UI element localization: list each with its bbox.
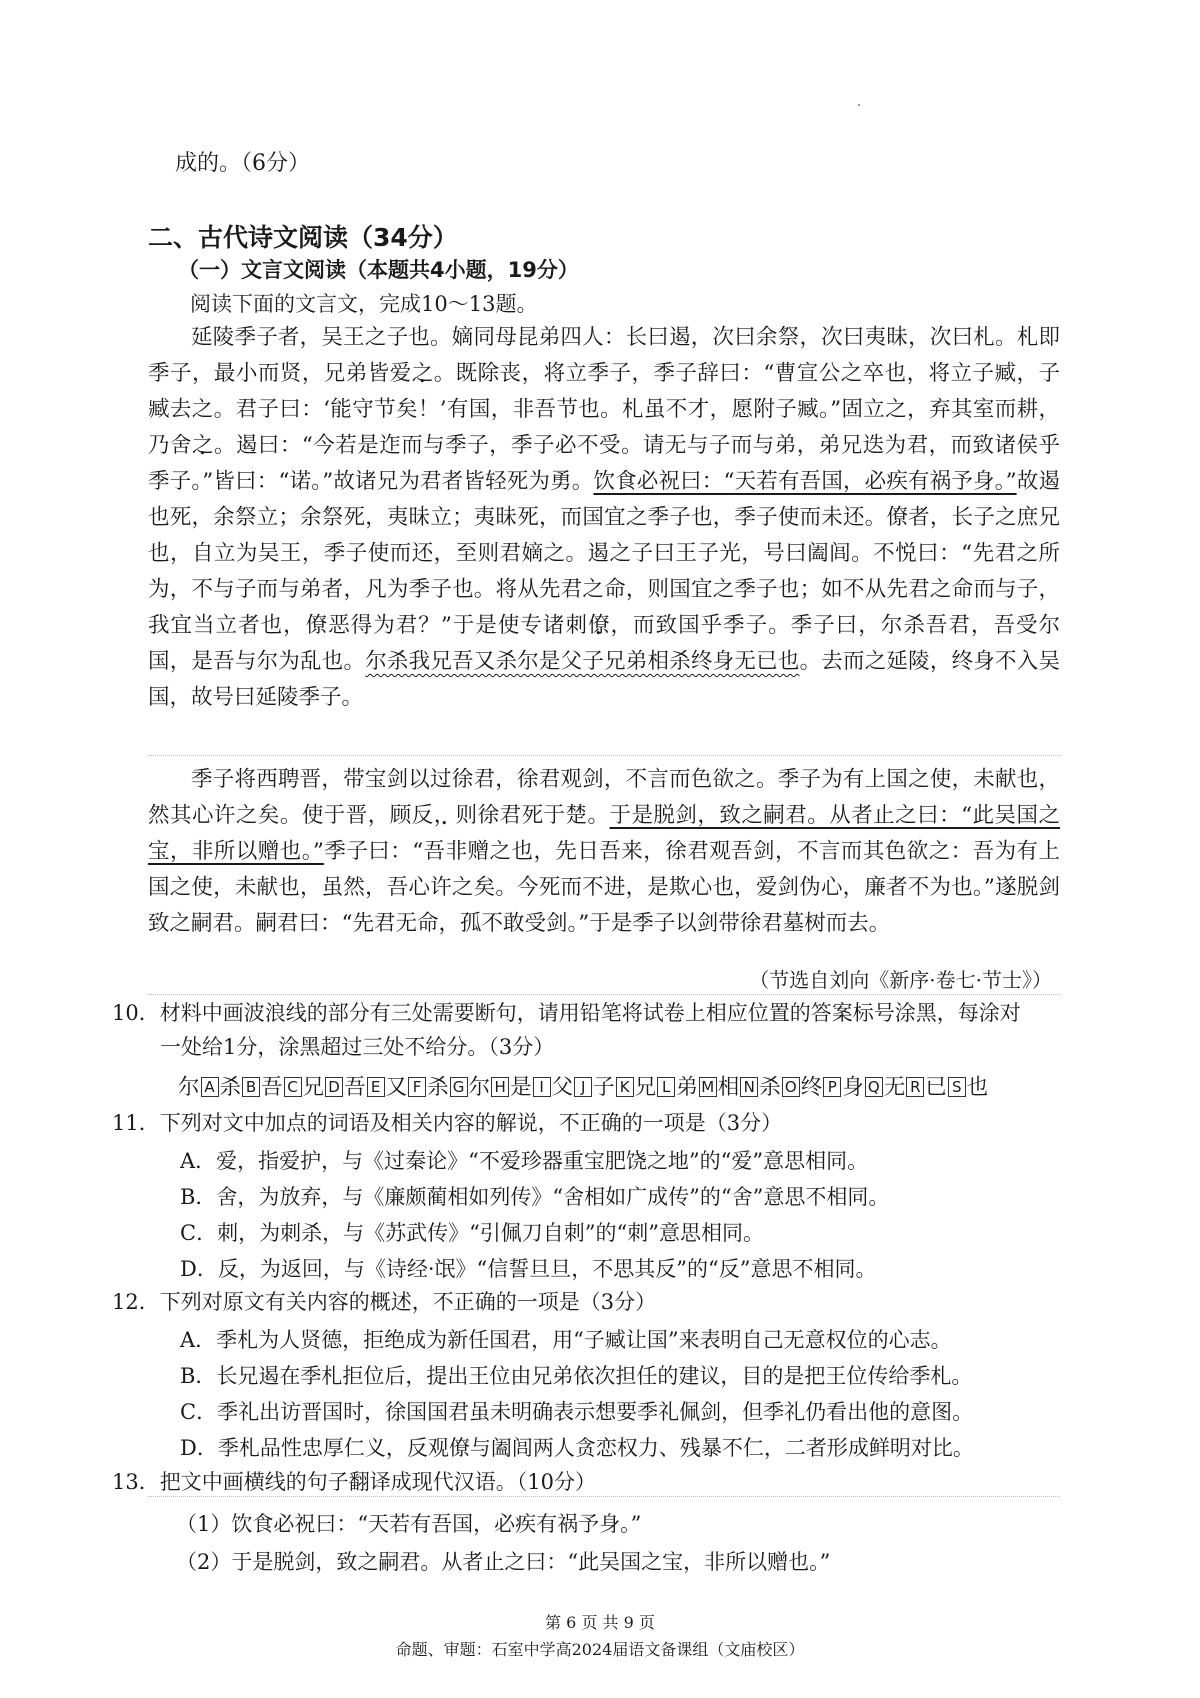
section-title: 二、古代诗文阅读（34分） <box>148 223 458 252</box>
answer-box-s[interactable]: S <box>948 1077 966 1097</box>
passage-text: 。去而之延陵，终身不入吴国，故号曰延陵季子。 <box>148 649 1060 710</box>
break-line-char: 相 <box>717 1075 740 1100</box>
passage-text: 僚，而致国乎季子。季子曰，尔杀吾君，吾受尔国，是吾与尔为乱也。 <box>148 613 1060 674</box>
break-line-char: 杀 <box>759 1075 781 1100</box>
break-line-char: 又 <box>385 1075 408 1100</box>
answer-box-r[interactable]: R <box>906 1077 924 1097</box>
dotted-divider <box>148 1496 1060 1497</box>
answer-box-n[interactable]: N <box>740 1077 758 1097</box>
passage-text: 延陵季子者，吴王之子也。嫡同母昆弟四人：长曰遏，次曰余祭，次曰夷昧，次曰札。札即季子，最小而贤，兄弟皆 <box>148 325 1060 386</box>
break-line-char: 弟 <box>676 1075 698 1100</box>
passage-text: 季子曰：“吾非赠之也，先日吾来，徐君观吾剑，不言而其色欲之：吾为有上国之使，未献也，虽然，吾心许之矣。今死而不进，是欺心也，爱剑伪心，廉者不为也。”遂脱剑致之嗣君。嗣君曰：“先君无命，孤不敢受剑。”于是季子以剑带徐君墓树而去。 <box>148 839 1061 936</box>
underlined-sentence-2: 于是脱剑，致之嗣君。从者止之曰：“此吴国之宝，非所以赠也。” <box>148 803 1060 864</box>
answer-box-b[interactable]: B <box>242 1077 260 1097</box>
dotted-word-fan: 反 <box>411 803 434 828</box>
break-line-char: 兄 <box>634 1075 657 1100</box>
break-line-char: 父 <box>551 1075 574 1100</box>
dotted-word-she: 舍 <box>169 433 192 458</box>
question-12-option-b: B．长兄遏在季札拒位后，提出王位由兄弟依次担任的建议，目的是把王位传给季札。 <box>180 1364 973 1388</box>
break-line-char: 尔 <box>178 1075 200 1100</box>
break-line-char: 也 <box>966 1075 989 1100</box>
break-line-char: 子 <box>593 1075 615 1100</box>
question-13-item-2: （2）于是脱剑，致之嗣君。从者止之曰：“此吴国之宝，非所以赠也。” <box>176 1550 831 1574</box>
break-line-char: 杀 <box>219 1075 242 1100</box>
dotted-word-ai: 爱 <box>389 361 412 386</box>
question-10 <box>112 996 1062 1064</box>
answer-box-a[interactable]: A <box>201 1077 219 1097</box>
answer-box-f[interactable]: F <box>408 1077 426 1097</box>
answer-box-p[interactable]: P <box>823 1077 841 1097</box>
break-line-char: 兄 <box>302 1075 325 1100</box>
question-10-stem: 10．材料中画波浪线的部分有三处需要断句，请用铅笔将试卷上相应位置的答案标号涂黑，每涂对 <box>112 1001 1021 1025</box>
answer-box-j[interactable]: J <box>574 1077 592 1097</box>
question-13-item-1: （1）饮食必祝曰：“天若有吾国，必疾有祸予身。” <box>176 1512 642 1536</box>
question-11-option-a: A．爱，指爱护，与《过秦论》“不爱珍器重宝肥饶之地”的“爱”意思相同。 <box>180 1149 869 1173</box>
question-11-stem: 11．下列对文中加点的词语及相关内容的解说，不正确的一项是（3分） <box>112 1111 783 1135</box>
break-line-char: 终 <box>800 1075 823 1100</box>
break-line-char: 无 <box>883 1075 906 1100</box>
break-line-char: 是 <box>510 1075 532 1100</box>
previous-question-tail: 成的。（6分） <box>175 151 310 176</box>
dotted-divider <box>148 755 1060 756</box>
source-citation: （节选自刘向《新序·卷七·节士》） <box>749 968 1052 992</box>
dotted-divider <box>148 994 1060 995</box>
question-10-stem-cont: 一处给1分，涂黑超过三处不给分。（3分） <box>160 1035 555 1059</box>
question-13-stem: 13．把文中画横线的句子翻译成现代汉语。（10分） <box>112 1470 596 1494</box>
answer-box-g[interactable]: G <box>450 1077 468 1097</box>
break-line-char: 吾 <box>344 1075 366 1100</box>
answer-box-e[interactable]: E <box>367 1077 385 1097</box>
passage-paragraph-2 <box>148 762 1060 942</box>
break-line-char: 已 <box>925 1075 947 1100</box>
question-12-option-c: C．季礼出访晋国时，徐国国君虽未明确表示想要季礼佩剑，但季礼仍看出他的意图。 <box>180 1400 974 1424</box>
wavy-underlined-sentence: 尔杀我兄吾又杀尔是父子兄弟相杀终身无已也 <box>365 649 800 674</box>
answer-box-i[interactable]: I <box>533 1077 551 1097</box>
passage-text: 故遏也死，余祭立；余祭死，夷昧立；夷昧死，而国宜之季子也，季子使而未还。僚者，长子之庶兄也，自立为吴王，季子使而还，至则君嫡之。遏之子曰王子光，号曰阖闾。不悦曰：“先君之所为，不与子而与弟者，凡为季子也。将从先君之命，则国宜之季子也；如不从先君之命而与子，我宜当立者也，僚恶得为君？”于是使专诸 <box>148 469 1060 638</box>
passage-text: 之。既除丧，将立季子，季子辞曰：“曹宣公之卒也，将立子臧，子臧去之。君子曰：‘能守节矣！’有国，非吾节也。札虽不才，愿附子臧。”固立之，弃其室而耕，乃 <box>148 361 1060 458</box>
answer-box-o[interactable]: O <box>782 1077 800 1097</box>
sentence-break-line <box>178 1070 988 1101</box>
question-11-option-c: C．刺，为刺杀，与《苏武传》“引佩刀自刺”的“刺”意思相同。 <box>180 1221 765 1245</box>
page-number: 第 6 页 共 9 页 <box>545 1613 655 1632</box>
answer-box-q[interactable]: Q <box>865 1077 883 1097</box>
passage-paragraph-1 <box>148 320 1060 716</box>
answer-box-d[interactable]: D <box>325 1077 343 1097</box>
question-12-stem: 12．下列对原文有关内容的概述，不正确的一项是（3分） <box>112 1290 657 1314</box>
question-12-option-a: A．季札为人贤德，拒绝成为新任国君，用“子臧让国”来表明自己无意权位的心志。 <box>180 1328 952 1352</box>
question-11-option-d: D．反，为返回，与《诗经·氓》“信誓旦旦，不思其反”的“反”意思不相同。 <box>180 1257 877 1281</box>
question-12-option-d: D．季札品性忠厚仁义，反观僚与阖闾两人贪恋权力、残暴不仁，二者形成鲜明对比。 <box>180 1436 974 1460</box>
answer-box-k[interactable]: K <box>616 1077 634 1097</box>
break-line-char: 尔 <box>468 1075 491 1100</box>
question-11-option-b: B．舍，为放弃，与《廉颇蔺相如列传》“舍相如广成传”的“舍”意思不相同。 <box>180 1185 890 1209</box>
passage-text: ，则徐君死于楚。 <box>433 803 610 828</box>
break-line-char: 身 <box>842 1075 864 1100</box>
answer-box-h[interactable]: H <box>491 1077 509 1097</box>
break-line-char: 吾 <box>261 1075 283 1100</box>
answer-box-l[interactable]: L <box>657 1077 675 1097</box>
scan-speck <box>858 104 860 106</box>
passage-text: 季子将西聘晋，带宝剑以过徐君，徐君观剑，不言而色欲之。季子为有上国之使，未献也，然其心许之矣。使于晋，顾 <box>148 767 1060 828</box>
break-line-char: 杀 <box>427 1075 449 1100</box>
subsection-title: （一）文言文阅读（本题共4小题，19分） <box>178 258 579 282</box>
answer-box-m[interactable]: M <box>699 1077 717 1097</box>
footer-credit: 命题、审题：石室中学高2024届语文备课组（文庙校区） <box>395 1640 805 1659</box>
answer-box-c[interactable]: C <box>284 1077 302 1097</box>
dotted-word-ci: 刺 <box>565 613 588 638</box>
passage-text: 之。遏曰：“今若是迮而与季子，季子必不受。请无与子而与弟，弟兄迭为君，而致诸侯乎季子。”皆曰：“诺。”故诸兄为君者皆轻死为勇。 <box>148 433 1060 494</box>
underlined-sentence-1: 饮食必祝曰：“天若有吾国，必疾有祸予身。” <box>593 469 1017 494</box>
reading-instruction: 阅读下面的文言文，完成10～13题。 <box>190 292 538 316</box>
